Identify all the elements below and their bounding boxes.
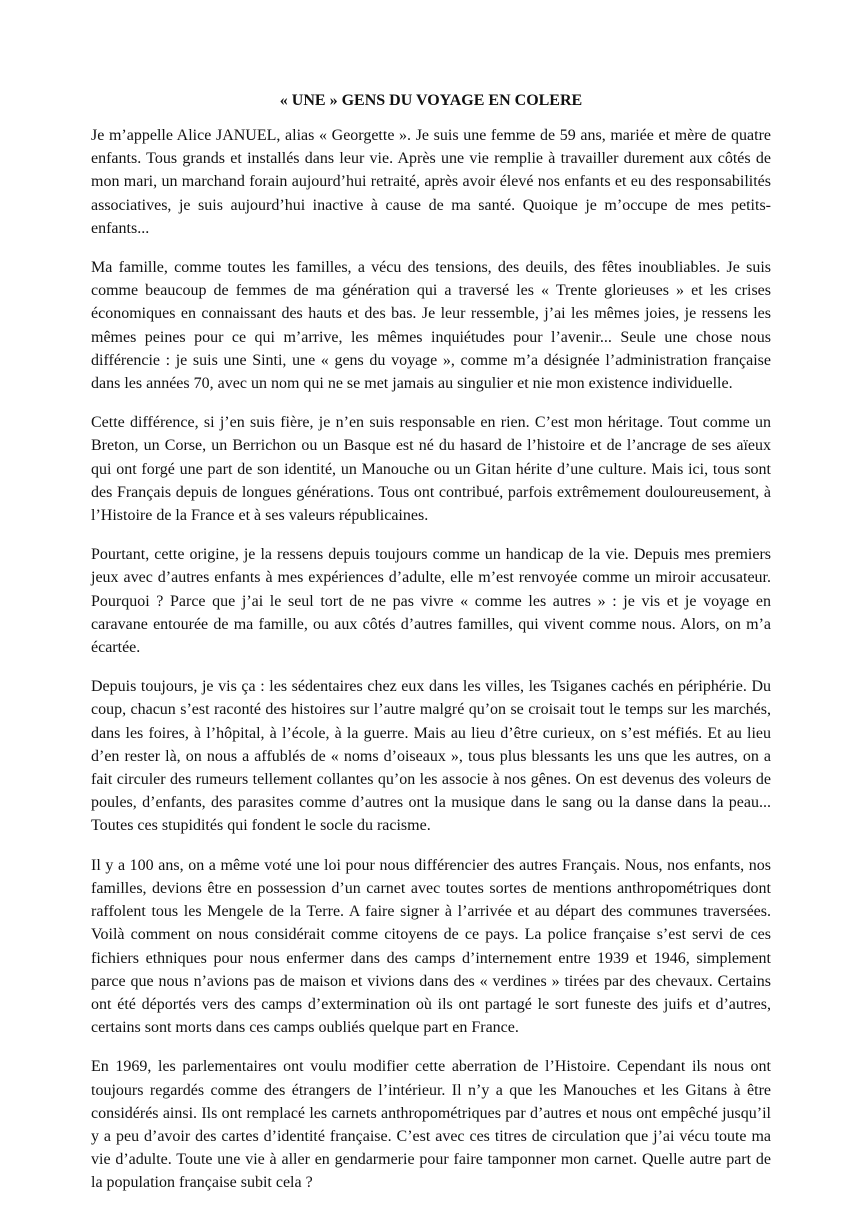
- paragraph-1969: En 1969, les parlementaires ont voulu modifier cette aberration de l’Histoire. Cependant ils nous ont toujours regardés comme des étrangers de l’intérieur. Il n’y a que les Manouches et les Gitans à être considérés ainsi. Ils ont remplacé les carnets anthropométriques par d’autres et nous ont empêché jusqu’il y a peu d’avoir des cartes d’identité française. C’est avec ces titres de circulation que j’ai vécu toute ma vie d’adulte. Toute une vie à aller en gendarmerie pour faire tamponner mon carnet. Quelle autre part de la population française subit cela ?: [91, 1058, 771, 1192]
- paragraph-history-law: Il y a 100 ans, on a même voté une loi pour nous différencier des autres Français. Nous, nos enfants, nos familles, devions être en possession d’un carnet avec toutes sortes de mentions anthropométriques dont raffolent tous les Mengele de la Terre. A faire signer à l’arrivée et au départ des communes traversées. Voilà comment on nous considérait comme citoyens de ce pays. La police française s’est servi de ces fichiers ethniques pour nous enfermer dans des camps d’internement entre 1939 et 1946, simplement parce que nous n’avions pas de maison et vivions dans des « verdines » tirées par des chevaux. Certains ont été déportés vers des camps d’extermination où ils ont partagé le sort funeste des juifs et d’autres, certains sont morts dans ces camps oubliés quelque part en France.: [91, 856, 771, 1037]
- document-body: [91, 90, 771, 1211]
- document-title: « UNE » GENS DU VOYAGE EN COLERE: [279, 92, 583, 109]
- paragraph-origin: Pourtant, cette origine, je la ressens depuis toujours comme un handicap de la vie. Depuis mes premiers jeux avec d’autres enfants à mes expériences d’adulte, elle m’est renvoyée comme un miroir accusateur. Pourquoi ? Parce que j’ai le seul tort de ne pas vivre « comme les autres » : je vis et je voyage en caravane entourée de ma famille, ou aux côtés d’autres familles, qui vivent comme nous. Alors, on m’a écartée.: [91, 546, 771, 657]
- paragraph-family: Ma famille, comme toutes les familles, a vécu des tensions, des deuils, des fêtes inoubliables. Je suis comme beaucoup de femmes de ma génération qui a traversé les « Trente glorieuses » et les crises économiques en connaissant des hauts et des bas. Je leur ressemble, j’ai les mêmes joies, je ressens les mêmes peines pour ce qui m’arrive, les mêmes inquiétudes pour l’avenir... Seule une chose nous différencie : je suis une Sinti, une « gens du voyage », comme m’a désignée l’administration française dans les années 70, avec un nom qui ne se met jamais au singulier et nie mon existence individuelle.: [91, 259, 771, 393]
- paragraph-prejudice: Depuis toujours, je vis ça : les sédentaires chez eux dans les villes, les Tsiganes cachés en périphérie. Du coup, chacun s’est raconté des histoires sur l’autre malgré qu’on se croisait tout le temps sur les marchés, dans les foires, à l’hôpital, à l’école, à la guerre. Mais au lieu d’être curieux, on s’est méfiés. Et au lieu d’en rester là, on nous a affublés de « noms d’oiseaux », tous plus blessants les uns que les autres, on a fait circuler des rumeurs tellement collantes qu’on les associe à nos gênes. On est devenus des voleurs de poules, d’enfants, des parasites comme d’autres ont la musique dans le sang ou la danse dans la peau... Toutes ces stupidités qui fondent le socle du racisme.: [91, 678, 771, 835]
- paragraph-difference: Cette différence, si j’en suis fière, je n’en suis responsable en rien. C’est mon héritage. Tout comme un Breton, un Corse, un Berrichon ou un Basque est né du hasard de l’histoire et de l’ancrage de ses aïeux qui ont forgé une part de son identité, un Manouche ou un Gitan hérite d’une culture. Mais ici, tous sont des Français depuis de longues générations. Tous ont contribué, parfois extrêmement douloureusement, à l’Histoire de la France et à ses valeurs républicaines.: [91, 414, 771, 525]
- paragraph-introduction: Je m’appelle Alice JANUEL, alias « Georgette ». Je suis une femme de 59 ans, mariée et mère de quatre enfants. Tous grands et installés dans leur vie. Après une vie remplie à travailler durement aux côtés de mon mari, un marchand forain aujourd’hui retraité, après avoir élevé nos enfants et eu des responsabilités associatives, je suis aujourd’hui inactive à cause de ma santé. Quoique je m’occupe de mes petits-enfants...: [91, 127, 771, 237]
